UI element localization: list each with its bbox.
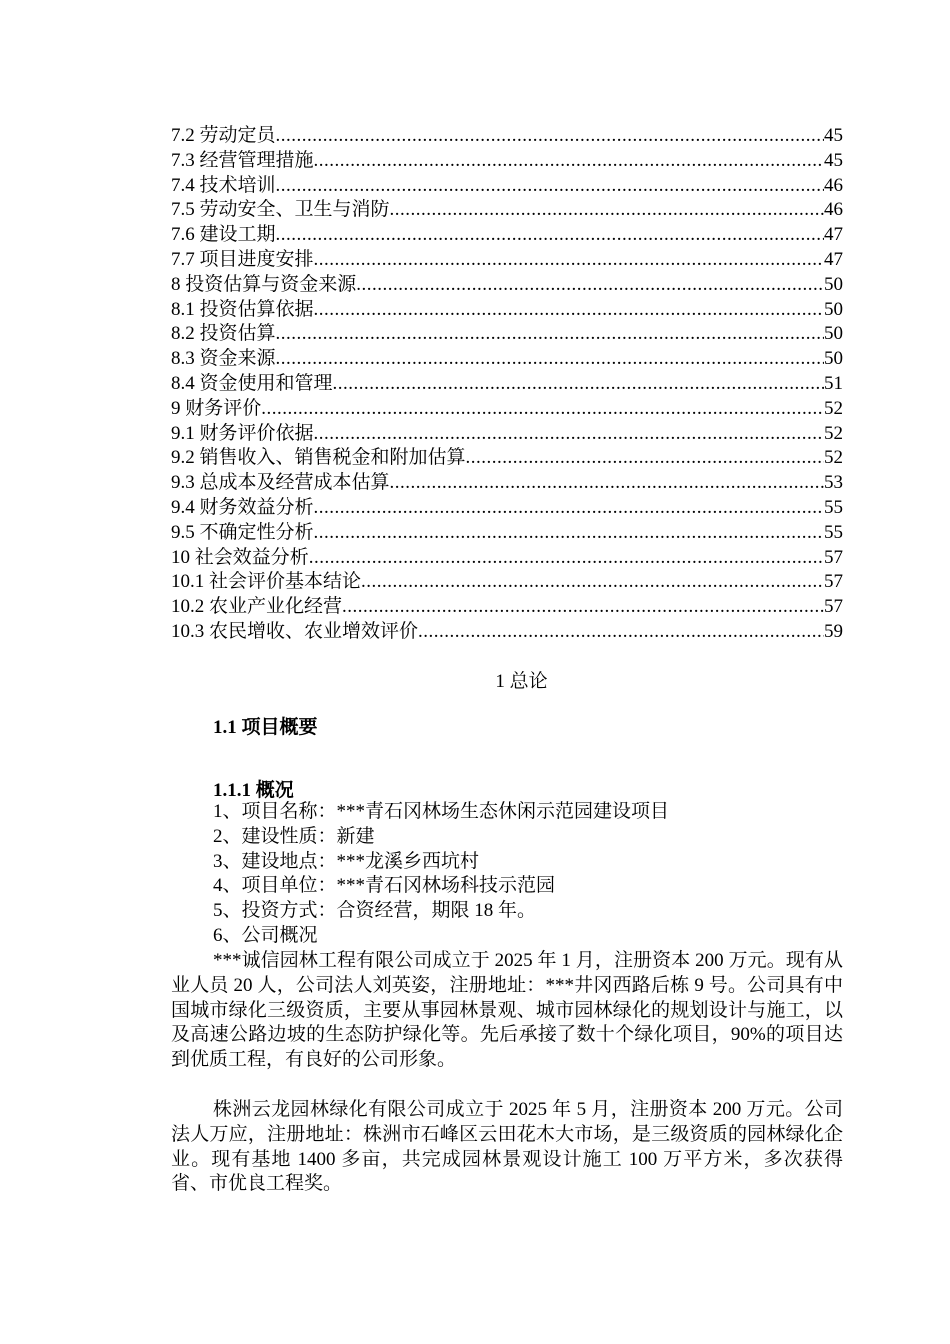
project-info-list [213,800,669,949]
toc-leader-dots [276,174,824,199]
list-item: 1、项目名称：***青石冈林场生态休闲示范园建设项目 [213,801,670,822]
toc-entry[interactable] [171,322,843,347]
toc-entry-title: 8.2 投资估算 [171,323,276,345]
toc-entry-page: 52 [824,397,843,419]
toc-leader-dots [261,397,824,422]
toc-entry-title: 9 财务评价 [171,397,262,419]
list-item: 6、公司概况 [213,924,318,946]
toc-leader-dots [314,149,824,174]
toc-entry[interactable] [171,273,843,298]
toc-entry[interactable] [171,620,843,645]
toc-entry-page: 47 [824,248,843,270]
toc-leader-dots [314,298,824,323]
toc-leader-dots [314,496,824,521]
toc-entry-page: 52 [824,447,843,469]
toc-entry-title: 8.1 投资估算依据 [171,298,314,320]
toc-entry[interactable] [171,198,843,223]
toc-entry-title: 9.2 销售收入、销售税金和附加估算 [171,447,466,469]
toc-entry[interactable] [171,298,843,323]
toc-leader-dots [356,273,824,298]
toc-entry-title: 7.3 经营管理措施 [171,149,314,171]
toc-entry-page: 50 [824,273,843,295]
toc-leader-dots [390,471,824,496]
toc-entry-page: 57 [824,596,843,618]
toc-leader-dots [276,124,824,149]
toc-entry-page: 59 [824,620,843,642]
table-of-contents [171,124,843,645]
toc-entry[interactable] [171,521,843,546]
toc-entry-title: 9.3 总成本及经营成本估算 [171,472,390,494]
toc-entry-page: 55 [824,496,843,518]
toc-entry-title: 8.4 资金使用和管理 [171,372,333,394]
toc-entry[interactable] [171,149,843,174]
toc-entry-page: 46 [824,174,843,196]
toc-entry-page: 50 [824,323,843,345]
toc-entry-title: 8.3 资金来源 [171,348,276,370]
toc-entry[interactable] [171,496,843,521]
toc-entry-title: 7.7 项目进度安排 [171,248,314,270]
toc-leader-dots [309,546,824,571]
toc-entry-page: 55 [824,521,843,543]
toc-entry-title: 10.1 社会评价基本结论 [171,571,362,593]
toc-entry[interactable] [171,223,843,248]
toc-entry-page: 45 [824,125,843,146]
toc-entry-title: 7.5 劳动安全、卫生与消防 [171,199,390,221]
toc-entry-page: 53 [824,472,843,494]
toc-leader-dots [418,620,824,645]
toc-entry-title: 7.4 技术培训 [171,174,276,196]
toc-entry-title: 7.2 劳动定员 [171,125,276,146]
toc-leader-dots [390,198,824,223]
toc-entry[interactable] [171,248,843,273]
toc-entry-title: 9.4 财务效益分析 [171,496,314,518]
toc-entry[interactable] [171,570,843,595]
list-item: 2、建设性质：新建 [213,825,375,847]
toc-entry-page: 50 [824,348,843,370]
toc-leader-dots [466,446,824,471]
toc-entry-title: 10.3 农民增收、农业增效评价 [171,620,419,642]
toc-entry-title: 9.1 财务评价依据 [171,422,314,444]
toc-leader-dots [276,347,824,372]
toc-entry-page: 57 [824,546,843,568]
toc-entry[interactable] [171,372,843,397]
company-paragraph: 株洲云龙园林绿化有限公司成立于 2025 年 5 月，注册资本 200 万元。公司法人万应，注册地址：株洲市石峰区云田花木大市场，是三级资质的园林绿化企业。现有基地 1400 多亩，共完成园林景观设计施工 100 万平方米，多次获得省、市优良工程奖。 [171,1099,843,1195]
toc-entry[interactable] [171,347,843,372]
toc-entry-title: 7.6 建设工期 [171,224,276,246]
toc-entry[interactable] [171,124,843,149]
subsection-heading: 1.1.1 概况 [213,780,294,801]
list-item: 4、项目单位：***青石冈林场科技示范园 [213,875,556,897]
list-item: 5、投资方式：合资经营，期限 18 年。 [213,900,537,922]
toc-entry[interactable] [171,174,843,199]
toc-leader-dots [314,248,824,273]
toc-entry-page: 46 [824,199,843,221]
toc-leader-dots [342,595,824,620]
toc-leader-dots [276,223,824,248]
list-item: 3、建设地点：***龙溪乡西坑村 [213,850,480,872]
toc-leader-dots [276,322,824,347]
toc-entry[interactable] [171,397,843,422]
toc-entry-page: 52 [824,422,843,444]
toc-entry-title: 9.5 不确定性分析 [171,521,314,543]
toc-entry[interactable] [171,546,843,571]
chapter-heading: 1 总论 [495,671,548,692]
toc-entry[interactable] [171,422,843,447]
toc-leader-dots [314,521,824,546]
toc-entry-title: 8 投资估算与资金来源 [171,273,357,295]
toc-leader-dots [314,422,824,447]
toc-entry[interactable] [171,471,843,496]
toc-entry-page: 47 [824,224,843,246]
toc-entry-page: 50 [824,298,843,320]
toc-entry-title: 10 社会效益分析 [171,546,309,568]
toc-entry[interactable] [171,446,843,471]
toc-entry-page: 57 [824,571,843,593]
section-heading: 1.1 项目概要 [213,717,318,738]
company-paragraph: ***诚信园林工程有限公司成立于 2025 年 1 月，注册资本 200 万元。现有从业人员 20 人，公司法人刘英姿，注册地址：***井冈西路后栋 9 号。公司具有中国城市绿化三级资质，主要从事园林景观、城市园林绿化的规划设计与施工，以及高速公路边坡的生态防护绿化等。先后承接了数十个绿化项目，90%的项目达到优质工程，有良好的公司形象。 [171,950,843,1071]
toc-entry-page: 45 [824,149,843,171]
toc-leader-dots [361,570,824,595]
toc-entry[interactable] [171,595,843,620]
toc-entry-title: 10.2 农业产业化经营 [171,596,343,618]
toc-entry-page: 51 [824,372,843,394]
toc-leader-dots [333,372,824,397]
